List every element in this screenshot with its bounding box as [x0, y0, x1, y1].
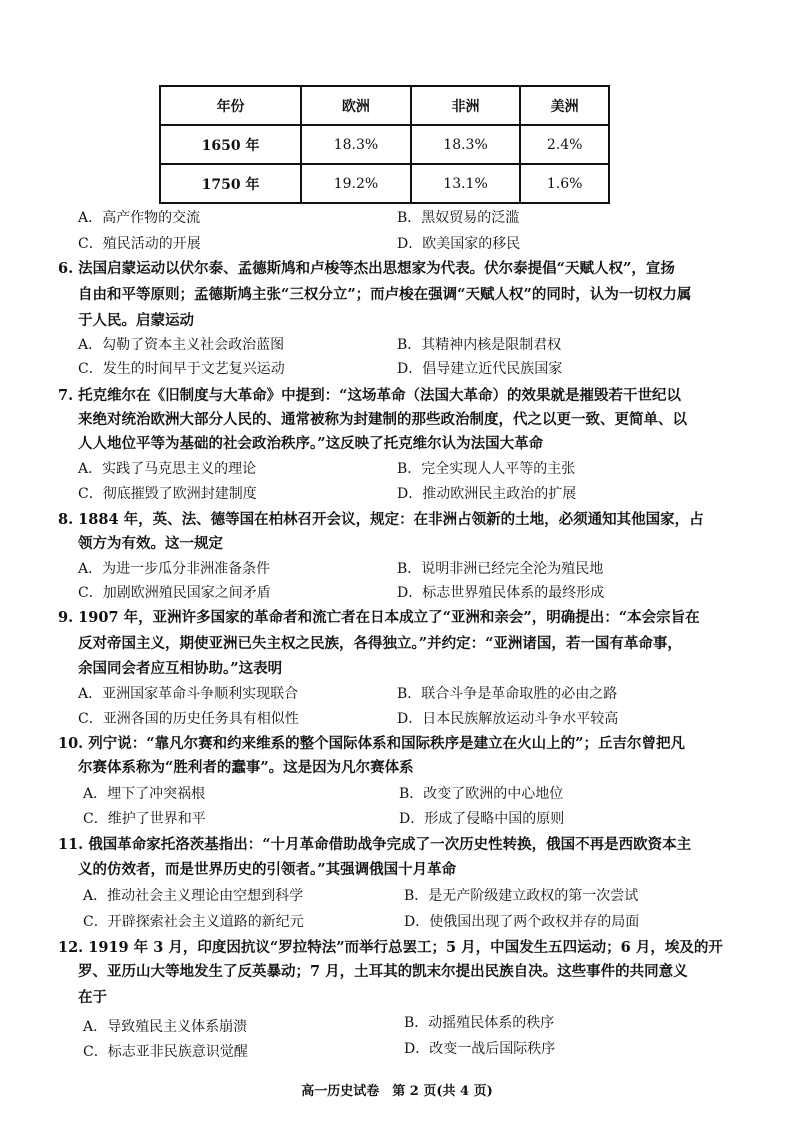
q12-option-c: C．标志亚非民族意识觉醒 — [83, 1044, 248, 1060]
table-row — [160, 164, 609, 203]
q6-option-b: B．其精神内核是限制君权 — [397, 337, 562, 353]
table-header-cell: 美洲 — [520, 86, 609, 125]
q11-stem-line: 11. 俄国革命家托洛茨基指出：“十月革命借助战争完成了一次历史性转换，俄国不再是西欧资本主 — [58, 836, 692, 853]
q6-stem-line: 6. 法国启蒙运动以伏尔泰、孟德斯鸠和卢梭等杰出思想家为代表。伏尔泰提倡“天赋人权”，宣扬 — [58, 260, 675, 277]
q9-stem-line: 反对帝国主义，期使亚洲已失主权之民族，各得独立。”并约定：“亚洲诸国，若一国有革命事， — [78, 635, 682, 652]
q12-stem-line: 在于 — [78, 989, 107, 1006]
q6-option-c: C．发生的时间早于文艺复兴运动 — [78, 361, 285, 377]
table-header-cell: 年份 — [160, 86, 301, 125]
q11-option-c: C．开辟探索社会主义道路的新纪元 — [83, 914, 304, 930]
q5-option-a: A．高产作物的交流 — [78, 210, 201, 226]
q8-option-b: B．说明非洲已经完全沦为殖民地 — [397, 561, 604, 577]
q8-option-a: A．为进一步瓜分非洲准备条件 — [78, 561, 271, 577]
q9-option-d: D．日本民族解放运动斗争水平较高 — [397, 711, 619, 727]
q7-option-a: A．实践了马克思主义的理论 — [78, 461, 257, 477]
q8-option-d: D．标志世界殖民体系的最终形成 — [397, 585, 605, 601]
q6-stem-line: 自由和平等原则；孟德斯鸠主张“三权分立”；而卢梭在强调“天赋人权”的同时，认为一切权力属 — [78, 286, 692, 303]
q11-stem-line: 义的仿效者，而是世界历史的引领者。”其强调俄国十月革命 — [78, 861, 457, 878]
q5-option-c: C．殖民活动的开展 — [78, 236, 201, 252]
page-footer: 高一历史试卷 第 2 页(共 4 页) — [301, 1084, 493, 1099]
table-header-cell: 非洲 — [411, 86, 521, 125]
table-cell: 13.1% — [411, 164, 521, 203]
q10-stem-line: 尔赛体系称为“胜利者的蠢事”。这是因为凡尔赛体系 — [78, 759, 414, 776]
q11-option-d: D．使俄国出现了两个政权并存的局面 — [404, 914, 640, 930]
q7-stem-line: 来绝对统治欧洲大部分人民的、通常被称为封建制的那些政治制度，代之以更一致、更简单、以 — [78, 411, 687, 428]
q7-option-c: C．彻底摧毁了欧洲封建制度 — [78, 486, 257, 502]
q12-option-d: D．改变一战后国际秩序 — [404, 1041, 556, 1057]
q7-stem-line: 7. 托克维尔在《旧制度与大革命》中提到：“这场革命（法国大革命）的效果就是摧毁若干世纪以 — [58, 387, 682, 404]
q9-stem-line: 9. 1907 年，亚洲许多国家的革命者和流亡者在日本成立了“亚洲和亲会”，明确提出：“本会宗旨在 — [58, 609, 700, 626]
q9-option-c: C．亚洲各国的历史任务具有相似性 — [78, 711, 299, 727]
q12-option-b: B．动摇殖民体系的秩序 — [404, 1015, 555, 1031]
q9-option-b: B．联合斗争是革命取胜的必由之路 — [397, 686, 618, 702]
q8-stem-line: 领方为有效。这一规定 — [78, 535, 223, 552]
q8-option-c: C．加剧欧洲殖民国家之间矛盾 — [78, 585, 271, 601]
table-header-row — [160, 86, 609, 125]
table-cell: 18.3% — [301, 125, 411, 164]
q10-option-d: D．形成了侵略中国的原则 — [399, 811, 565, 827]
q7-stem-line: 人人地位平等为基础的社会政治秩序。”这反映了托克维尔认为法国大革命 — [78, 435, 544, 452]
q11-option-b: B．是无产阶级建立政权的第一次尝试 — [404, 888, 639, 904]
q11-option-a: A．推动社会主义理论由空想到科学 — [83, 888, 304, 904]
table-cell: 1.6% — [520, 164, 609, 203]
q7-option-d: D．推动欧洲民主政治的扩展 — [397, 486, 577, 502]
q6-option-a: A．勾勒了资本主义社会政治蓝图 — [78, 337, 285, 353]
q5-option-d: D．欧美国家的移民 — [397, 236, 521, 252]
q6-stem-line: 于人民。启蒙运动 — [78, 312, 194, 329]
q10-option-c: C．维护了世界和平 — [83, 811, 206, 827]
q7-option-b: B．完全实现人人平等的主张 — [397, 461, 576, 477]
q12-stem-line: 罗、亚历山大等地发生了反英暴动；7 月，土耳其的凯末尔提出民族自决。这些事件的共同意义 — [78, 963, 688, 980]
table-row — [160, 125, 609, 164]
population-share-table — [159, 85, 610, 204]
q6-option-d: D．倡导建立近代民族国家 — [397, 361, 563, 377]
table-cell: 19.2% — [301, 164, 411, 203]
q9-stem-line: 余国同会者应互相协助。”这表明 — [78, 660, 283, 677]
q10-option-a: A．埋下了冲突祸根 — [83, 786, 206, 802]
q8-stem-line: 8. 1884 年，英、法、德等国在柏林召开会议，规定：在非洲占领新的土地，必须通知其他国家，占 — [58, 511, 704, 528]
table-cell: 1650 年 — [160, 125, 301, 164]
table-header-cell: 欧洲 — [301, 86, 411, 125]
q12-stem-line: 12. 1919 年 3 月，印度因抗议“罗拉特法”而举行总罢工；5 月，中国发生五四运动；6 月，埃及的开 — [58, 939, 723, 956]
q9-option-a: A．亚洲国家革命斗争顺利实现联合 — [78, 686, 299, 702]
table-cell: 18.3% — [411, 125, 521, 164]
q12-option-a: A．导致殖民主义体系崩溃 — [83, 1019, 248, 1035]
q10-option-b: B．改变了欧洲的中心地位 — [399, 786, 564, 802]
q5-option-b: B．黑奴贸易的泛滥 — [397, 210, 520, 226]
table-cell: 2.4% — [520, 125, 609, 164]
table-cell: 1750 年 — [160, 164, 301, 203]
q10-stem-line: 10. 列宁说：“靠凡尔赛和约来维系的整个国际体系和国际秩序是建立在火山上的”；丘吉尔曾把凡 — [58, 735, 685, 752]
